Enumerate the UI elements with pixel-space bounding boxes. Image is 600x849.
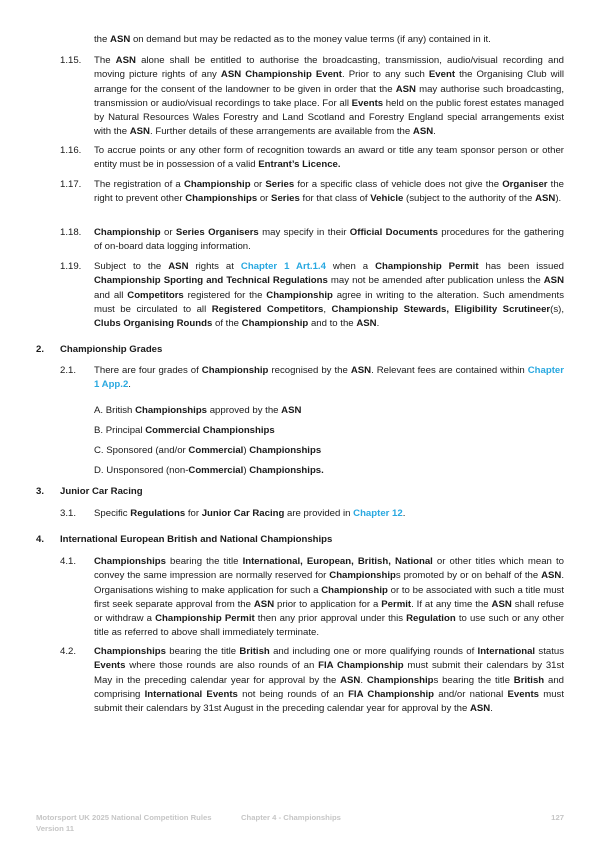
continued-paragraph: the ASN on demand but may be redacted as to the money value terms (if any) contained in it. — [94, 34, 491, 45]
clause-text: To accrue points or any other form of recognition towards an award or title any team sponsor person or other entity must be in possession of a valid Entrant’s Licence. — [94, 145, 564, 171]
section-3-heading: 3. Junior Car Racing — [36, 486, 143, 497]
clause-text: There are four grades of Championship recognised by the ASN. Relevant fees are contained within Chapter 1 App.2. — [94, 365, 564, 391]
clause-1-16 — [60, 144, 564, 173]
clause-number: 2.1. — [60, 365, 77, 376]
clause-text: Championships bearing the title International, European, British, National or other titles which mean to convey the same impression are normally reserved for Championships promoted by or on behalf of the ASN. Organisations wishing to make application for such a Championship or to be associated with such a title must first seek separate approval from the ASN prior to application for a Permit. If at any time the ASN shall refuse or withdraw a Championship Permit then any prior approval under this Regulation to use such or any other title as referred to above shall immediately terminate. — [94, 556, 565, 639]
chapter-1-app-2-link[interactable]: Chapter 1 App.2 — [94, 365, 564, 391]
grade-item: C. Sponsored (and/or Commercial) Championships — [94, 445, 322, 456]
clause-number: 1.19. — [60, 261, 82, 272]
clause-number: 1.18. — [60, 227, 82, 238]
clause-text: Subject to the ASN rights at Chapter 1 Art.1.4 when a Championship Permit has been issued Championship Sporting and Technical Regulations may not be amended after publication unless the ASN and all Competitors registered for the Championship agree in writing to the alteration. Such amendments must be circulated to all Registered Competitors, Championship Stewards, Eligibility Scrutineer(s), Clubs Organising Rounds of the Championship and to the ASN. — [94, 261, 565, 330]
clause-text: Specific Regulations for Junior Car Racing are provided in Chapter 12. — [94, 508, 406, 519]
clause-number: 1.15. — [60, 55, 82, 66]
grade-item: B. Principal Commercial Championships — [94, 425, 275, 436]
clause-text: Championship or Series Organisers may specify in their Official Documents procedures for the gathering of on-board data logging information. — [94, 227, 564, 253]
clause-3-1 — [60, 507, 564, 521]
grade-item: A. British Championships approved by the ASN — [94, 405, 302, 416]
clause-number: 1.17. — [60, 179, 82, 190]
clause-number: 4.2. — [60, 646, 77, 657]
clause-text: Championships bearing the title British and including one or more qualifying rounds of International status Events where those rounds are also rounds of an FIA Championship must submit their calendars by 31st May in the preceding calendar year for approval by the ASN. Championships bearing the title British and comprising International Events not being rounds of an FIA Championship and/or national Events must submit their calendars by 31st August in the preceding calendar year for approval by the ASN. — [94, 646, 564, 715]
footer-document — [36, 812, 212, 834]
clause-1-18 — [60, 226, 564, 255]
footer-version: Version 11 — [36, 824, 75, 833]
footer-chapter: Chapter 4 - Championships — [241, 813, 341, 822]
section-2-heading: 2. Championship Grades — [36, 344, 163, 355]
section-4-heading: 4. International European British and National Championships — [36, 534, 333, 545]
grade-item: D. Unsponsored (non-Commercial) Championships. — [94, 465, 324, 476]
clause-2-1 — [60, 364, 564, 393]
clause-1-15 — [60, 54, 564, 140]
footer-document-title: Motorsport UK 2025 National Competition Rules — [36, 813, 212, 822]
clause-4-2 — [60, 645, 564, 716]
clause-1-19 — [60, 260, 564, 331]
clause-4-1 — [60, 555, 564, 641]
clause-number: 4.1. — [60, 556, 77, 567]
clause-text: The ASN alone shall be entitled to authorise the broadcasting, transmission, audio/visual recording and moving picture rights of any ASN Championship Event. Prior to any such Event the Organising Club will arrange for the consent of the landowner to be given in order that the ASN may authorise such broadcasting, transmission or audio/visual recordings to take place. For all Events held on the public forest estates managed by Natural Resources Wales Forestry and Land Scotland and Forestry England special arrangements exist with the ASN. Further details of these arrangements are available from the ASN. — [94, 55, 565, 138]
clause-number: 3.1. — [60, 508, 77, 519]
chapter-12-link[interactable]: Chapter 12 — [353, 508, 403, 519]
footer-page-number: 127 — [551, 813, 564, 822]
clause-number: 1.16. — [60, 145, 82, 156]
clause-text: The registration of a Championship or Series for a specific class of vehicle does not give the Organiser the right to prevent other Championships or Series for that class of Vehicle (subject to the authority of the ASN). — [94, 179, 565, 205]
chapter-1-art-1-4-link[interactable]: Chapter 1 Art.1.4 — [240, 261, 326, 272]
clause-1-17 — [60, 178, 564, 207]
